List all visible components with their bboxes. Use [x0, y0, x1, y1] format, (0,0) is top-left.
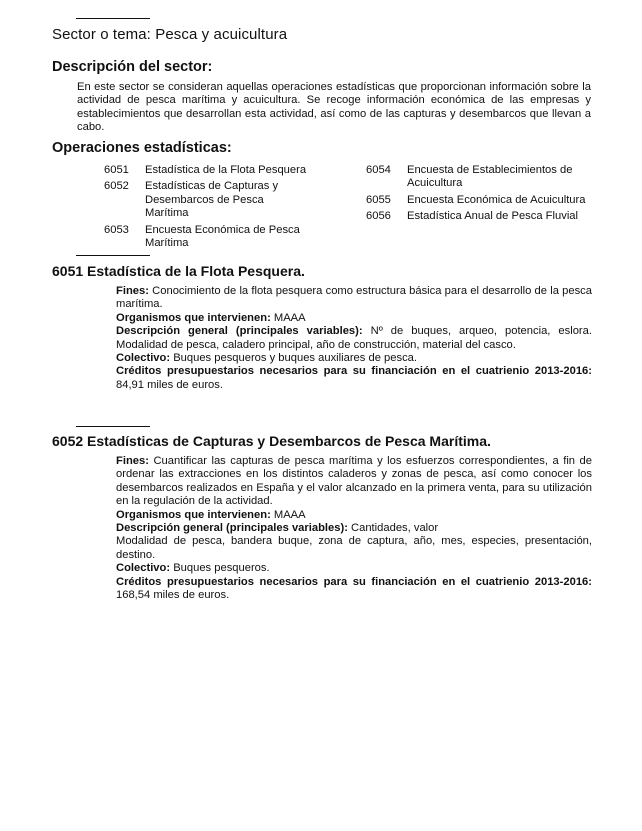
- operation-name: Encuesta de Establecimientos de Acuicultura: [407, 164, 573, 190]
- descripcion-label: Descripción general (principales variables):: [116, 325, 363, 338]
- operation-item: [104, 180, 314, 220]
- operation-6052-details: [116, 455, 592, 602]
- operation-6052-heading: 6052 Estadísticas de Capturas y Desembarcos de Pesca Marítima.: [52, 433, 491, 449]
- organismos-label: Organismos que intervienen:: [116, 311, 271, 324]
- operation-item: [366, 194, 596, 207]
- creditos-text: 168,54 miles de euros.: [116, 589, 230, 602]
- operations-heading: Operaciones estadísticas:: [52, 140, 232, 156]
- organismos-text: MAAA: [270, 311, 306, 324]
- descripcion-text: Nº de buques, arqueo, potencia, eslora. Modalidad de pesca, caladero principal, año de construcción, material del casco.: [116, 325, 592, 351]
- operation-6051-details: [116, 285, 592, 392]
- section-rule: [76, 255, 150, 256]
- organismos-paragraph: [116, 312, 592, 325]
- fines-paragraph: [116, 285, 592, 312]
- fines-label: Fines:: [116, 285, 149, 297]
- creditos-text: 84,91 miles de euros.: [116, 378, 223, 391]
- operation-code: 6055: [366, 193, 391, 206]
- colectivo-paragraph: [116, 352, 592, 365]
- section-rule: [76, 426, 150, 427]
- descripcion-extra: Modalidad de pesca, bandera buque, zona de captura, año, mes, especies, presentación, destino.: [116, 535, 592, 561]
- operation-name: Estadísticas de Capturas y Desembarcos de Pesca Marítima: [145, 180, 279, 220]
- description-text: En este sector se consideran aquellas operaciones estadísticas que proporcionan información sobre la actividad de pesca marítima y acuicultura. Se recoge información económica de las empresas y establecimientos que desarrollan esta actividad, así como de las capturas y desembarcos que llevan a cabo.: [77, 81, 591, 134]
- colectivo-label: Colectivo:: [116, 352, 171, 365]
- operation-code: 6052: [104, 180, 129, 193]
- colectivo-label: Colectivo:: [116, 562, 171, 575]
- fines-text: Conocimiento de la flota pesquera como estructura básica para el desarrollo de la pesca marítima.: [116, 285, 592, 311]
- operation-code: 6053: [104, 223, 129, 236]
- fines-text: Cuantificar las capturas de pesca marítima y los esfuerzos correspondientes, a fin de ordenar las extracciones en los distintos caladeros y zonas de pesca, así como conocer los desembarcos realizados en España y el valor alcanzado en la primera venta, para su utilización en la regulación de la actividad.: [116, 455, 592, 508]
- operation-code: 6054: [366, 164, 391, 176]
- operation-name: Estadística de la Flota Pesquera: [145, 164, 307, 176]
- operations-list-right: [366, 164, 596, 224]
- operation-code: 6051: [104, 164, 129, 176]
- operation-item: [104, 224, 314, 251]
- operations-list-left: [104, 164, 314, 250]
- creditos-label: Créditos presupuestarios necesarios para su financiación en el cuatrienio 2013-2016:: [116, 365, 592, 378]
- colectivo-text: Buques pesqueros.: [170, 562, 270, 575]
- operation-item: [366, 164, 596, 191]
- creditos-label: Créditos presupuestarios necesarios para su financiación en el cuatrienio 2013-2016:: [116, 575, 592, 588]
- organismos-paragraph: [116, 509, 592, 522]
- description-heading: Descripción del sector:: [52, 59, 213, 75]
- descripcion-paragraph: [116, 325, 592, 352]
- operation-item: [366, 210, 596, 223]
- fines-paragraph: [116, 455, 592, 509]
- operation-6051-heading: 6051 Estadística de la Flota Pesquera.: [52, 263, 305, 279]
- organismos-text: MAAA: [270, 508, 306, 521]
- operation-item: [104, 164, 314, 177]
- colectivo-paragraph: [116, 562, 592, 575]
- operation-code: 6056: [366, 210, 391, 223]
- section-rule: [76, 18, 150, 19]
- organismos-label: Organismos que intervienen:: [116, 508, 271, 521]
- descripcion-text: Cantidades, valor: [347, 522, 439, 535]
- fines-label: Fines:: [116, 455, 149, 467]
- creditos-paragraph: [116, 576, 592, 603]
- sector-title: Sector o tema: Pesca y acuicultura: [52, 26, 288, 43]
- operation-name: Estadística Anual de Pesca Fluvial: [407, 210, 579, 223]
- descripcion-label: Descripción general (principales variables):: [116, 522, 348, 535]
- operation-name: Encuesta Económica de Acuicultura: [407, 193, 586, 206]
- colectivo-text: Buques pesqueros y buques auxiliares de pesca.: [170, 352, 417, 365]
- descripcion-paragraph: [116, 522, 592, 535]
- operation-name: Encuesta Económica de Pesca Marítima: [145, 223, 300, 250]
- creditos-paragraph: [116, 365, 592, 392]
